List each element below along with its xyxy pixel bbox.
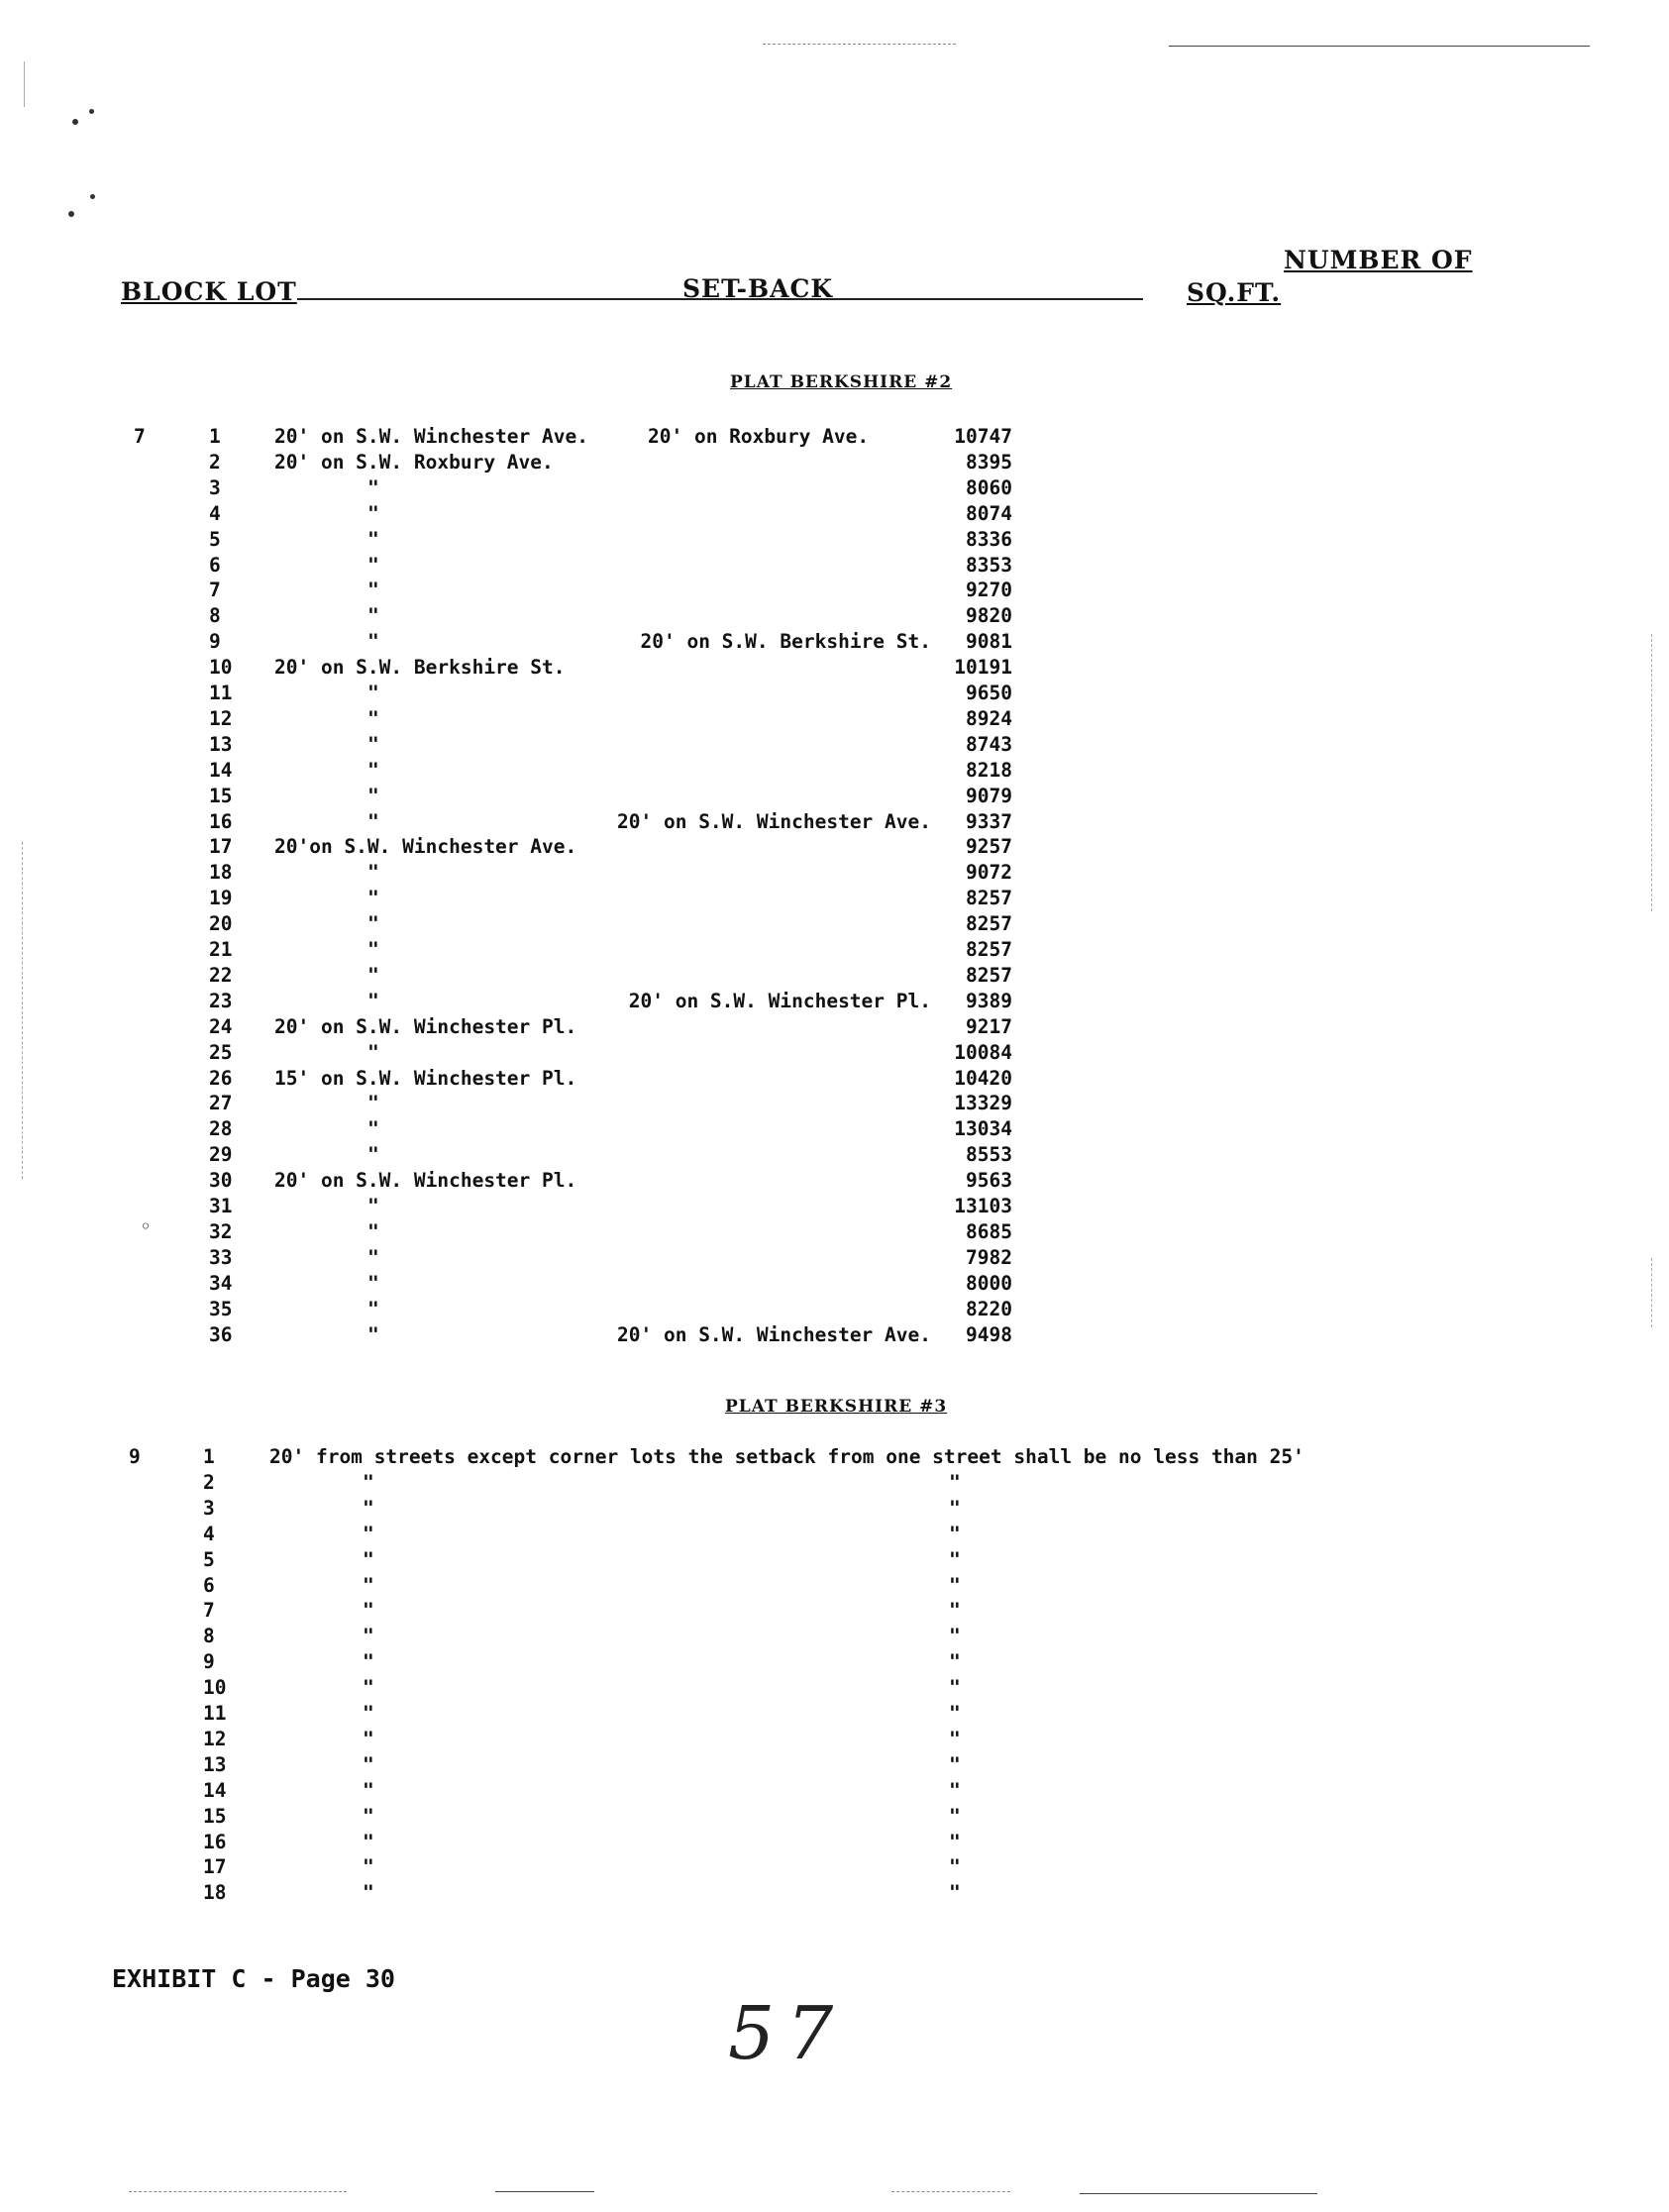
header-block-lot: BLOCK LOT: [121, 277, 297, 306]
setback-cell: 20' on S.W. Berkshire St.: [274, 656, 566, 680]
setback-cell: 20' on S.W. Winchester Ave.: [274, 425, 588, 448]
section-title: PLAT BERKSHIRE #2: [730, 372, 953, 392]
extra-setback-cell: 20' on S.W. Winchester Pl.: [628, 989, 931, 1012]
setback-cell: ": [363, 1625, 374, 1648]
lot-cell: 11: [203, 1702, 227, 1725]
extra-setback-cell: ": [949, 1855, 961, 1879]
setback-cell: ": [367, 887, 379, 910]
table-row: [0, 1219, 1669, 1245]
sqft-cell: 8218: [966, 758, 1012, 782]
scan-speck: [68, 211, 74, 217]
table-row: [0, 450, 1669, 475]
sqft-cell: 8924: [966, 706, 1012, 730]
table-row: [0, 655, 1669, 681]
sqft-cell: 8685: [966, 1219, 1012, 1243]
setback-cell: ": [363, 1599, 374, 1623]
setback-cell: ": [367, 553, 379, 577]
sqft-cell: 7982: [966, 1245, 1012, 1269]
lot-cell: 10: [203, 1676, 227, 1700]
sqft-cell: 8257: [966, 887, 1012, 910]
lot-cell: 13: [203, 1752, 227, 1776]
lot-cell: 18: [209, 861, 233, 885]
sqft-cell: 8074: [966, 501, 1012, 525]
table-row: [0, 1804, 1669, 1830]
setback-cell: ": [363, 1727, 374, 1750]
table-row: [0, 1245, 1669, 1271]
setback-cell: ": [367, 630, 379, 654]
setback-cell: ": [367, 1219, 379, 1243]
setback-cell: ": [367, 912, 379, 936]
table-row: [0, 1880, 1669, 1906]
lot-cell: 8: [203, 1625, 215, 1648]
header-sq-ft: SQ.FT.: [1187, 278, 1282, 307]
table-row: [0, 1778, 1669, 1804]
header-number-of: NUMBER OF: [1284, 246, 1473, 274]
table-row: [0, 1727, 1669, 1752]
lot-cell: 1: [203, 1445, 215, 1468]
setback-cell: ": [363, 1522, 374, 1545]
setback-cell: 20' on S.W. Winchester Pl.: [274, 1169, 577, 1193]
sqft-cell: 9079: [966, 784, 1012, 807]
lot-cell: 9: [203, 1650, 215, 1674]
sqft-cell: 9217: [966, 1014, 1012, 1038]
sqft-cell: 13103: [954, 1195, 1012, 1217]
extra-setback-cell: ": [949, 1522, 961, 1545]
lot-cell: 34: [209, 1271, 233, 1295]
setback-cell: ": [363, 1830, 374, 1853]
extra-setback-cell: ": [949, 1625, 961, 1648]
lot-cell: 24: [209, 1014, 233, 1038]
block-cell: 9: [129, 1445, 141, 1468]
setback-cell: ": [367, 579, 379, 602]
setback-cell: ": [363, 1752, 374, 1776]
table-row: [0, 1116, 1669, 1142]
setback-cell: ": [367, 1143, 379, 1167]
section-title: PLAT BERKSHIRE #3: [725, 1397, 948, 1417]
table-row: [0, 475, 1669, 501]
scan-top-line: [763, 44, 956, 45]
sqft-cell: 8743: [966, 732, 1012, 756]
lot-cell: 23: [209, 989, 233, 1012]
lot-cell: 5: [203, 1547, 215, 1571]
lot-cell: 16: [209, 809, 233, 833]
extra-setback-cell: ": [949, 1547, 961, 1571]
lot-cell: 31: [209, 1195, 233, 1217]
table-row: [0, 886, 1669, 911]
table-row: [0, 989, 1669, 1014]
scan-bottom-line: [891, 2191, 1010, 2192]
lot-cell: 3: [209, 475, 221, 499]
setback-cell: ": [367, 682, 379, 704]
sqft-cell: 8553: [966, 1143, 1012, 1167]
extra-setback-cell: ": [949, 1830, 961, 1853]
extra-setback-cell: ": [949, 1752, 961, 1776]
lot-cell: 4: [203, 1522, 215, 1545]
setback-cell: ": [367, 501, 379, 525]
sqft-cell: 8353: [966, 553, 1012, 577]
setback-cell: ": [367, 1092, 379, 1115]
table-row: [0, 1322, 1669, 1348]
extra-setback-cell: ": [949, 1804, 961, 1828]
setback-cell: ": [367, 809, 379, 833]
lot-cell: 1: [209, 425, 221, 448]
table-row: [0, 732, 1669, 758]
setback-cell: ": [367, 1195, 379, 1217]
scan-bottom-line: [129, 2191, 347, 2192]
table-row: [0, 963, 1669, 989]
lot-cell: 18: [203, 1881, 227, 1905]
sqft-cell: 9563: [966, 1169, 1012, 1193]
table-row: [0, 1271, 1669, 1297]
sqft-cell: 9389: [966, 989, 1012, 1012]
extra-setback-cell: ": [949, 1676, 961, 1700]
lot-cell: 16: [203, 1830, 227, 1853]
header-setback: SET-BACK: [682, 274, 834, 303]
extra-setback-cell: ": [949, 1470, 961, 1494]
lot-cell: 12: [203, 1727, 227, 1750]
sqft-cell: 10747: [954, 425, 1012, 448]
table-row: [0, 424, 1669, 450]
sqft-cell: 9081: [966, 630, 1012, 654]
setback-cell: ": [363, 1573, 374, 1597]
table-row: [0, 1168, 1669, 1194]
setback-cell: ": [363, 1650, 374, 1674]
lot-cell: 2: [209, 450, 221, 474]
lot-cell: 21: [209, 938, 233, 961]
table-row: [0, 1091, 1669, 1116]
extra-setback-cell: ": [949, 1702, 961, 1725]
table-row: [0, 1522, 1669, 1547]
table-row: [0, 758, 1669, 784]
scan-speck: [89, 109, 94, 114]
table-row: [0, 1142, 1669, 1168]
table-row: [0, 809, 1669, 835]
table-row: [0, 860, 1669, 886]
table-row: [0, 1624, 1669, 1649]
setback-cell: ": [367, 989, 379, 1012]
setback-cell: ": [367, 861, 379, 885]
scan-speck: [90, 194, 95, 199]
lot-cell: 15: [203, 1804, 227, 1828]
lot-cell: 25: [209, 1040, 233, 1064]
sqft-cell: 9270: [966, 579, 1012, 602]
table-row: [0, 937, 1669, 963]
table-row: [0, 1752, 1669, 1778]
extra-setback-cell: ": [949, 1496, 961, 1520]
lot-cell: 32: [209, 1219, 233, 1243]
lot-cell: 8: [209, 604, 221, 628]
sqft-cell: 13329: [954, 1092, 1012, 1115]
sqft-cell: 9072: [966, 861, 1012, 885]
table-row: [0, 578, 1669, 603]
lot-cell: 35: [209, 1297, 233, 1320]
setback-cell: ": [367, 604, 379, 628]
setback-cell: ": [367, 1040, 379, 1064]
extra-setback-cell: 20' on Roxbury Ave.: [648, 425, 870, 448]
table-row: [0, 1547, 1669, 1573]
lot-cell: 19: [209, 887, 233, 910]
table-row: [0, 1701, 1669, 1727]
sqft-cell: 8257: [966, 938, 1012, 961]
table-row: [0, 834, 1669, 860]
scan-bottom-rule: [495, 2191, 594, 2192]
setback-cell: 20'on S.W. Winchester Ave.: [274, 835, 577, 859]
setback-cell: ": [367, 1271, 379, 1295]
setback-cell: ": [367, 706, 379, 730]
setback-cell: ": [363, 1470, 374, 1494]
scan-top-rule: [1169, 46, 1590, 47]
setback-cell: ": [367, 1245, 379, 1269]
lot-cell: 11: [209, 682, 233, 704]
lot-cell: 3: [203, 1496, 215, 1520]
table-row: [0, 1496, 1669, 1522]
sqft-cell: 8336: [966, 527, 1012, 551]
handwritten-page-number: 57: [728, 1991, 846, 2076]
sqft-cell: 9337: [966, 809, 1012, 833]
setback-cell: ": [367, 1297, 379, 1320]
scan-bottom-rule: [1080, 2193, 1317, 2194]
extra-setback-cell: ": [949, 1650, 961, 1674]
margin-mark: ◦: [140, 1214, 153, 1238]
setback-cell: ": [367, 1322, 379, 1346]
table-row: [0, 1830, 1669, 1855]
lot-cell: 17: [203, 1855, 227, 1879]
setback-cell: ": [367, 938, 379, 961]
sqft-cell: 8395: [966, 450, 1012, 474]
lot-cell: 36: [209, 1322, 233, 1346]
setback-cell: ": [367, 475, 379, 499]
table-row: [0, 681, 1669, 706]
extra-setback-cell: ": [949, 1778, 961, 1802]
setback-cell: 20' on S.W. Roxbury Ave.: [274, 450, 554, 474]
extra-setback-cell: 20' on S.W. Berkshire St.: [640, 630, 931, 654]
lot-cell: 6: [209, 553, 221, 577]
setback-cell: ": [363, 1702, 374, 1725]
scan-speck: [72, 119, 78, 125]
exhibit-label: EXHIBIT C - Page 30: [112, 1964, 395, 1993]
lot-cell: 29: [209, 1143, 233, 1167]
lot-cell: 28: [209, 1117, 233, 1141]
lot-cell: 27: [209, 1092, 233, 1115]
lot-cell: 5: [209, 527, 221, 551]
table-row: [0, 1675, 1669, 1701]
setback-cell: 20' on S.W. Winchester Pl.: [274, 1014, 577, 1038]
setback-cell: 20' from streets except corner lots the setback from one street shall be no less than 25': [269, 1445, 1304, 1468]
table-row: [0, 1649, 1669, 1675]
table-row: [0, 603, 1669, 629]
lot-cell: 13: [209, 732, 233, 756]
sqft-cell: 13034: [954, 1117, 1012, 1141]
sqft-cell: 10191: [954, 656, 1012, 680]
lot-cell: 20: [209, 912, 233, 936]
sqft-cell: 9820: [966, 604, 1012, 628]
lot-cell: 14: [209, 758, 233, 782]
lot-cell: 15: [209, 784, 233, 807]
table-row: [0, 629, 1669, 655]
lot-cell: 4: [209, 501, 221, 525]
setback-cell: ": [363, 1676, 374, 1700]
table-row: [0, 553, 1669, 579]
lot-cell: 2: [203, 1470, 215, 1494]
table-row: [0, 1040, 1669, 1066]
table-row: [0, 1444, 1669, 1470]
table-row: [0, 527, 1669, 553]
table-row: [0, 1066, 1669, 1092]
table-row: [0, 1194, 1669, 1219]
table-row: [0, 1470, 1669, 1496]
lot-cell: 7: [203, 1599, 215, 1623]
sqft-cell: 8257: [966, 912, 1012, 936]
table-row: [0, 706, 1669, 732]
setback-cell: ": [367, 527, 379, 551]
setback-cell: ": [363, 1804, 374, 1828]
lot-cell: 10: [209, 656, 233, 680]
extra-setback-cell: ": [949, 1573, 961, 1597]
extra-setback-cell: 20' on S.W. Winchester Ave.: [617, 809, 931, 833]
sqft-cell: 10420: [954, 1066, 1012, 1090]
setback-cell: ": [367, 732, 379, 756]
block-cell: 7: [134, 425, 146, 448]
table-row: [0, 1297, 1669, 1322]
lot-cell: 12: [209, 706, 233, 730]
sqft-cell: 9257: [966, 835, 1012, 859]
setback-cell: ": [367, 784, 379, 807]
lot-cell: 9: [209, 630, 221, 654]
setback-cell: ": [363, 1778, 374, 1802]
setback-cell: ": [363, 1496, 374, 1520]
lot-cell: 7: [209, 579, 221, 602]
sqft-cell: 8060: [966, 475, 1012, 499]
sqft-cell: 8220: [966, 1297, 1012, 1320]
table-row: [0, 1598, 1669, 1624]
lot-cell: 17: [209, 835, 233, 859]
lot-cell: 22: [209, 963, 233, 987]
table-row: [0, 784, 1669, 809]
lot-cell: 26: [209, 1066, 233, 1090]
setback-cell: ": [367, 963, 379, 987]
lot-cell: 6: [203, 1573, 215, 1597]
extra-setback-cell: ": [949, 1599, 961, 1623]
setback-cell: ": [367, 758, 379, 782]
setback-cell: ": [363, 1881, 374, 1905]
lot-cell: 33: [209, 1245, 233, 1269]
lot-cell: 30: [209, 1169, 233, 1193]
lot-cell: 14: [203, 1778, 227, 1802]
extra-setback-cell: 20' on S.W. Winchester Ave.: [617, 1322, 931, 1346]
setback-cell: ": [367, 1117, 379, 1141]
sqft-cell: 9498: [966, 1322, 1012, 1346]
setback-cell: ": [363, 1855, 374, 1879]
sqft-cell: 9650: [966, 682, 1012, 704]
setback-cell: ": [363, 1547, 374, 1571]
scan-edge-mark: [24, 61, 25, 107]
table-row: [0, 1573, 1669, 1599]
sqft-cell: 10084: [954, 1040, 1012, 1064]
extra-setback-cell: ": [949, 1727, 961, 1750]
extra-setback-cell: ": [949, 1881, 961, 1905]
table-row: [0, 911, 1669, 937]
table-row: [0, 1014, 1669, 1040]
sqft-cell: 8257: [966, 963, 1012, 987]
setback-cell: 15' on S.W. Winchester Pl.: [274, 1066, 577, 1090]
sqft-cell: 8000: [966, 1271, 1012, 1295]
table-row: [0, 501, 1669, 527]
table-row: [0, 1854, 1669, 1880]
